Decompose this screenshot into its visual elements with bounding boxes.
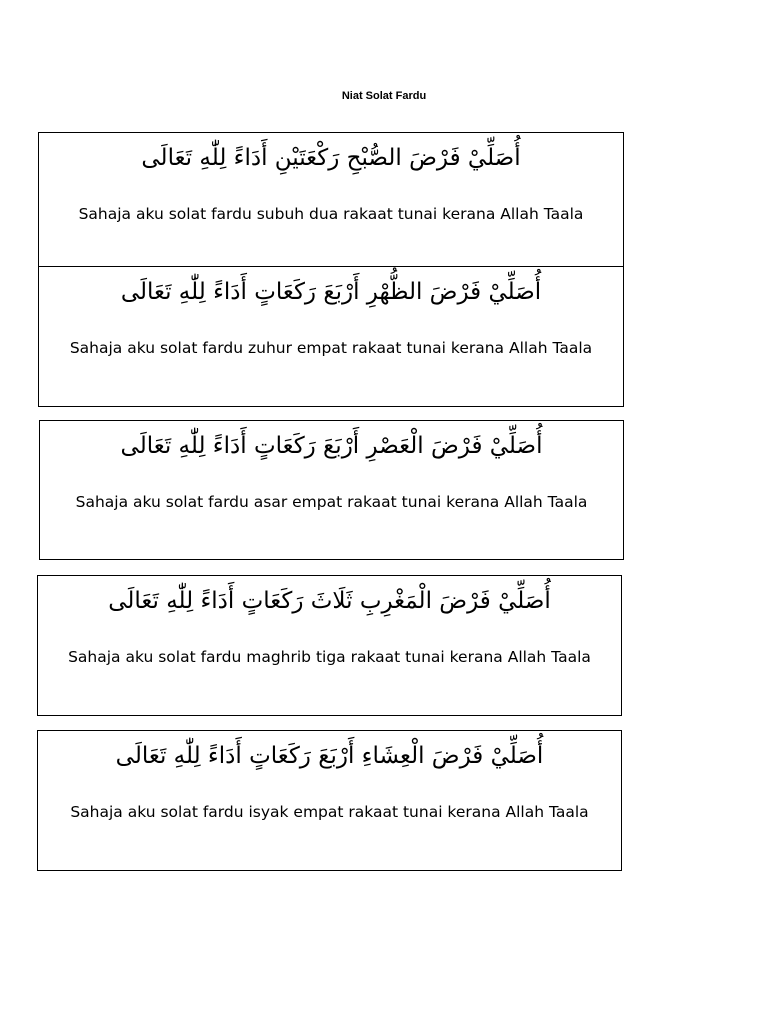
niat-box-zuhur: [38, 266, 624, 407]
niat-arabic-zuhur: أُصَلِّيْ فَرْضَ الظُّهْرِ أَرْبَعَ رَكَعَاتٍ أَدَاءً لِلّٰهِ تَعَالَى: [120, 279, 542, 305]
niat-arabic-asar: أُصَلِّيْ فَرْضَ الْعَصْرِ أَرْبَعَ رَكَعَاتٍ أَدَاءً لِلّٰهِ تَعَالَى: [120, 433, 543, 459]
niat-box-subuh: [38, 132, 624, 268]
niat-box-asar: [39, 420, 624, 560]
niat-malay-maghrib: Sahaja aku solat fardu maghrib tiga rakaat tunai kerana Allah Taala: [68, 648, 591, 666]
page-title: Niat Solat Fardu: [341, 90, 427, 102]
niat-arabic-subuh: أُصَلِّيْ فَرْضَ الصُّبْحِ رَكْعَتَيْنِ أَدَاءً لِلّٰهِ تَعَالَى: [141, 145, 521, 171]
niat-arabic-isyak: أُصَلِّيْ فَرْضَ الْعِشَاءِ أَرْبَعَ رَكَعَاتٍ أَدَاءً لِلّٰهِ تَعَالَى: [115, 743, 544, 769]
niat-malay-isyak: Sahaja aku solat fardu isyak empat rakaat tunai kerana Allah Taala: [70, 803, 589, 821]
niat-arabic-maghrib: أُصَلِّيْ فَرْضَ الْمَغْرِبِ ثَلَاثَ رَكَعَاتٍ أَدَاءً لِلّٰهِ تَعَالَى: [108, 588, 551, 614]
niat-box-isyak: [37, 730, 622, 871]
niat-box-maghrib: [37, 575, 622, 716]
niat-malay-subuh: Sahaja aku solat fardu subuh dua rakaat tunai kerana Allah Taala: [78, 205, 584, 223]
niat-malay-asar: Sahaja aku solat fardu asar empat rakaat tunai kerana Allah Taala: [75, 493, 588, 511]
niat-malay-zuhur: Sahaja aku solat fardu zuhur empat rakaat tunai kerana Allah Taala: [69, 339, 593, 357]
